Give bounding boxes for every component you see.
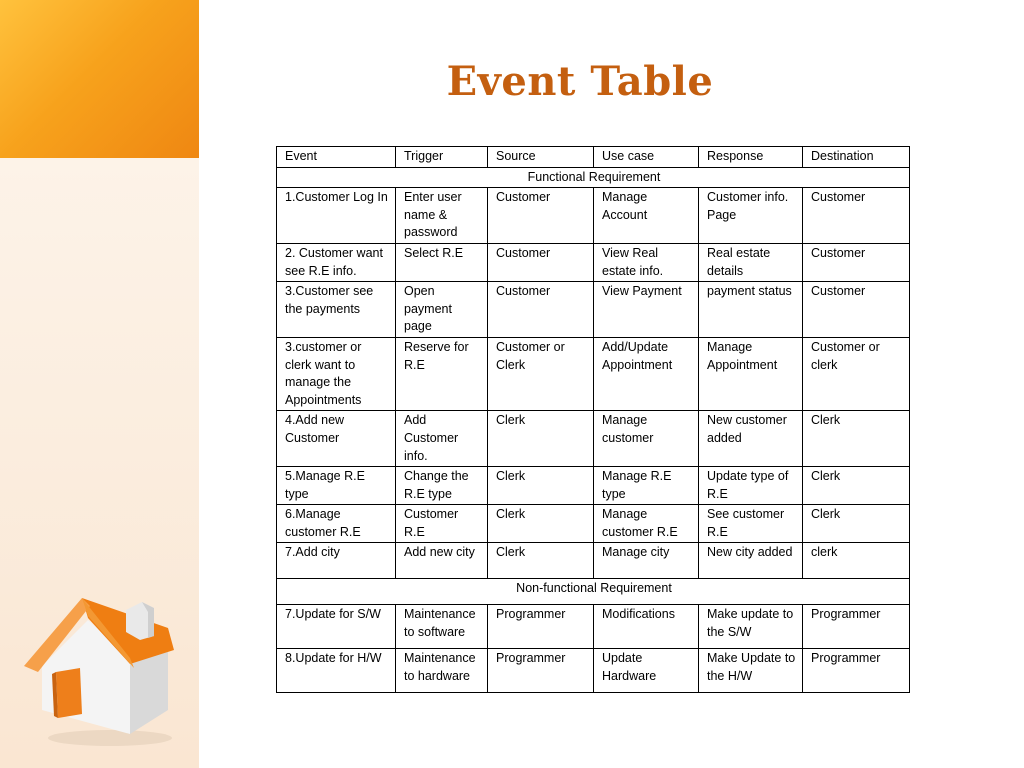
table-cell: 4.Add new Customer xyxy=(277,411,396,467)
table-cell: Update Hardware xyxy=(594,649,699,693)
table-row xyxy=(277,467,910,505)
table-cell: Customer R.E xyxy=(396,505,488,543)
table-cell: Programmer xyxy=(803,649,910,693)
table-cell: Enter user name & password xyxy=(396,188,488,244)
table-cell: Update type of R.E xyxy=(699,467,803,505)
table-cell: 7.Update for S/W xyxy=(277,605,396,649)
table-cell: Clerk xyxy=(803,411,910,467)
event-table xyxy=(276,146,910,693)
table-cell: Programmer xyxy=(488,605,594,649)
table-cell: See customer R.E xyxy=(699,505,803,543)
table-row xyxy=(277,605,910,649)
section-row-functional xyxy=(277,167,910,188)
table-cell: Clerk xyxy=(803,467,910,505)
table-row xyxy=(277,337,910,410)
table-cell: Customer info. Page xyxy=(699,188,803,244)
table-cell: 2. Customer want see R.E info. xyxy=(277,243,396,281)
table-cell: Maintenance to hardware xyxy=(396,649,488,693)
table-row xyxy=(277,188,910,244)
table-cell: View Payment xyxy=(594,282,699,338)
table-cell: 8.Update for H/W xyxy=(277,649,396,693)
table-cell: Open payment page xyxy=(396,282,488,338)
table-cell: Manage R.E type xyxy=(594,467,699,505)
table-cell: clerk xyxy=(803,543,910,579)
table-cell: Manage Account xyxy=(594,188,699,244)
table-header-row xyxy=(277,147,910,168)
table-cell: Add Customer info. xyxy=(396,411,488,467)
header-cell-response: Response xyxy=(699,147,803,168)
header-cell-event: Event xyxy=(277,147,396,168)
table-cell: New city added xyxy=(699,543,803,579)
table-cell: Customer xyxy=(803,243,910,281)
table-cell: Reserve for R.E xyxy=(396,337,488,410)
house-icon xyxy=(18,588,188,748)
table-cell: Add/Update Appointment xyxy=(594,337,699,410)
table-cell: Customer or clerk xyxy=(803,337,910,410)
table-cell: Clerk xyxy=(488,505,594,543)
table-row xyxy=(277,282,910,338)
table-cell: Clerk xyxy=(488,467,594,505)
table-cell: Select R.E xyxy=(396,243,488,281)
table-cell: 3.customer or clerk want to manage the Appointments xyxy=(277,337,396,410)
table-cell: Programmer xyxy=(488,649,594,693)
table-cell: Manage Appointment xyxy=(699,337,803,410)
table-cell: Change the R.E type xyxy=(396,467,488,505)
table-row xyxy=(277,505,910,543)
table-cell: 1.Customer Log In xyxy=(277,188,396,244)
table-row xyxy=(277,649,910,693)
table-cell: Customer xyxy=(488,188,594,244)
section-row-non-functional xyxy=(277,579,910,605)
table-cell: Customer xyxy=(803,282,910,338)
table-cell: 7.Add city xyxy=(277,543,396,579)
table-cell: Maintenance to software xyxy=(396,605,488,649)
table-cell: Modifications xyxy=(594,605,699,649)
table-cell: Manage customer xyxy=(594,411,699,467)
table-cell: Real estate details xyxy=(699,243,803,281)
header-cell-use-case: Use case xyxy=(594,147,699,168)
table-cell: Manage customer R.E xyxy=(594,505,699,543)
table-cell: Make Update to the H/W xyxy=(699,649,803,693)
table-row xyxy=(277,243,910,281)
header-cell-trigger: Trigger xyxy=(396,147,488,168)
slide-title: Event Table xyxy=(446,58,714,105)
table-cell: Customer xyxy=(488,243,594,281)
table-cell: Customer xyxy=(488,282,594,338)
table-cell: Manage city xyxy=(594,543,699,579)
table-cell: 6.Manage customer R.E xyxy=(277,505,396,543)
table-row xyxy=(277,543,910,579)
table-cell: Clerk xyxy=(803,505,910,543)
section-label: Functional Requirement xyxy=(277,167,910,188)
header-cell-destination: Destination xyxy=(803,147,910,168)
table-cell: 5.Manage R.E type xyxy=(277,467,396,505)
table-cell: Customer xyxy=(803,188,910,244)
section-label: Non-functional Requirement xyxy=(277,579,910,605)
table-cell: Clerk xyxy=(488,543,594,579)
table-cell: View Real estate info. xyxy=(594,243,699,281)
header-cell-source: Source xyxy=(488,147,594,168)
table-cell: Clerk xyxy=(488,411,594,467)
table-cell: 3.Customer see the payments xyxy=(277,282,396,338)
table-cell: Customer or Clerk xyxy=(488,337,594,410)
table-cell: New customer added xyxy=(699,411,803,467)
sidebar-orange-block xyxy=(0,0,199,158)
table-cell: payment status xyxy=(699,282,803,338)
table-cell: Add new city xyxy=(396,543,488,579)
table-cell: Programmer xyxy=(803,605,910,649)
table-cell: Make update to the S/W xyxy=(699,605,803,649)
table-row xyxy=(277,411,910,467)
